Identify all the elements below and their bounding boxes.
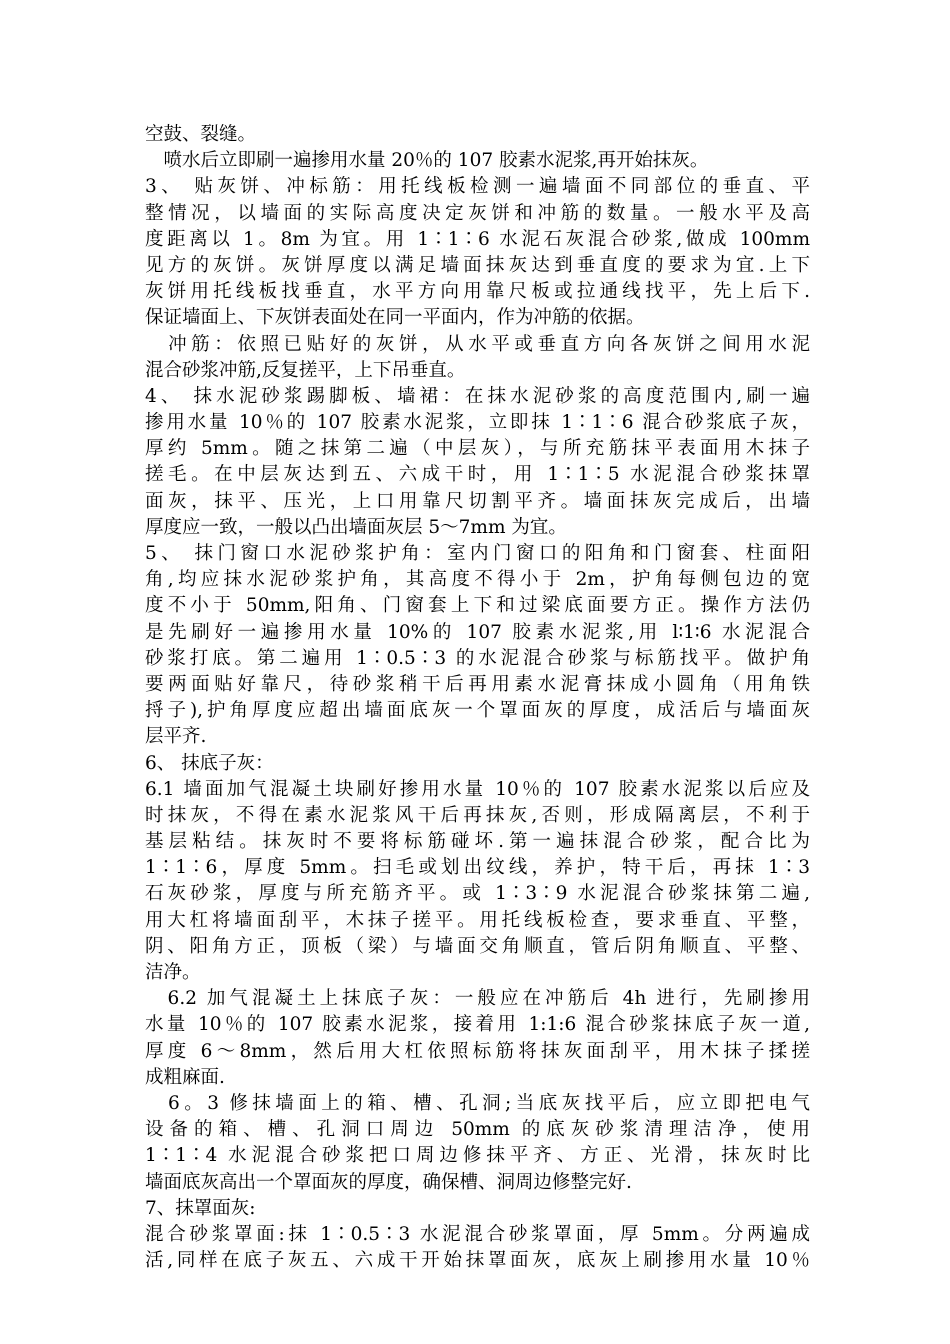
text-line: 搓毛。在中层灰达到五、六成干时，用 1∶1∶5 水泥混合砂浆抹罩 [145, 464, 810, 486]
text-line: 活,同样在底子灰五、六成干开始抹罩面灰，底灰上刷掺用水量 10％ [145, 1250, 810, 1272]
text-line: 冲筋：依照已贴好的灰饼，从水平或垂直方向各灰饼之间用水泥 [145, 333, 810, 355]
text-line: 时抹灰，不得在素水泥浆风干后再抹灰,否则，形成隔离层，不利于 [145, 804, 810, 826]
text-line: 厚度应一致，一般以凸出墙面灰层 5～7mm 为宜。 [145, 516, 567, 538]
text-line: 石灰砂浆，厚度与所充筋齐平。或 1∶3∶9 水泥混合砂浆抹第二遍, [145, 883, 810, 905]
text-line: 1∶1∶4 水泥混合砂浆把口周边修抹平齐、方正、光滑，抹灰时比 [145, 1145, 810, 1167]
text-line: 度不小于 50mm,阳角、门窗套上下和过梁底面要方正。操作方法仍 [145, 595, 810, 617]
text-line: 保证墙面上、下灰饼表面处在同一平面内，作为冲筋的依据。 [145, 307, 645, 329]
text-line: 厚约 5mm。随之抹第二遍（中层灰），与所充筋抹平表面用木抹子 [145, 438, 810, 460]
text-line: 7、抹罩面灰: [145, 1197, 256, 1219]
text-line: 喷水后立即刷一遍掺用水量 20％的 107 胶素水泥浆,再开始抹灰。 [145, 150, 709, 172]
text-line: 见方的灰饼。灰饼厚度以满足墙面抹灰达到垂直度的要求为宜.上下 [145, 254, 810, 276]
text-line: 面灰，抹平、压光，上口用靠尺切割平齐。墙面抹灰完成后，出墙 [145, 490, 810, 512]
text-line: 成粗麻面. [145, 1066, 225, 1088]
text-line: 混合砂浆罩面:抹 1∶0.5∶3 水泥混合砂浆罩面，厚 5mm。分两遍成 [145, 1223, 810, 1245]
text-line: 墙面底灰高出一个罩面灰的厚度，确保槽、洞周边修整完好. [145, 1171, 632, 1193]
text-line: 1∶1∶6，厚度 5mm。扫毛或划出纹线，养护，特干后，再抹 1∶3 [145, 857, 810, 879]
text-line: 6。3 修抹墙面上的箱、槽、孔洞;当底灰找平后，应立即把电气 [145, 1092, 810, 1114]
body-text [145, 122, 810, 1274]
text-line: 层平齐. [145, 726, 207, 748]
text-line: 6.1 墙面加气混凝土块刷好掺用水量 10％的 107 胶素水泥浆以后应及 [145, 778, 810, 800]
text-line: 砂浆打底。第二遍用 1∶0.5∶3 的水泥混合砂浆与标筋找平。做护角 [145, 647, 810, 669]
text-line: 空鼓、裂缝。 [145, 124, 257, 145]
text-line: 3、 贴灰饼、冲标筋：用托线板检测一遍墙面不同部位的垂直、平 [145, 176, 810, 198]
text-line: 掺用水量 10％的 107 胶素水泥浆，立即抹 1∶1∶6 混合砂浆底子灰， [145, 412, 810, 434]
text-line: 4、 抹水泥砂浆踢脚板、墙裙：在抹水泥砂浆的高度范围内,刷一遍 [145, 385, 810, 407]
text-line: 阴、阳角方正，顶板（梁）与墙面交角顺直，管后阴角顺直、平整、 [145, 935, 810, 957]
text-line: 度距离以 1。8m 为宜。用 1∶1∶6 水泥石灰混合砂浆,做成 100mm [145, 228, 810, 250]
text-line: 要两面贴好靠尺，待砂浆稍干后再用素水泥膏抹成小圆角（用角铁 [145, 673, 810, 695]
text-line: 水量 10％的 107 胶素水泥浆，接着用 1:1:6 混合砂浆抹底子灰一道, [145, 1014, 810, 1036]
text-line: 6、 抹底子灰： [145, 752, 274, 774]
text-line: 混合砂浆冲筋,反复搓平，上下吊垂直。 [145, 359, 466, 381]
text-line: 洁净。 [145, 962, 201, 983]
text-line: 角,均应抹水泥砂浆护角，其高度不得小于 2m，护角每侧包边的宽 [145, 569, 810, 591]
text-line: 是先刷好一遍掺用水量 10%的 107 胶素水泥浆,用 l∶1∶6 水泥混合 [145, 621, 810, 643]
text-line: 捋子),护角厚度应超出墙面底灰一个罩面灰的厚度，成活后与墙面灰 [145, 700, 810, 722]
text-line: 5、 抹门窗口水泥砂浆护角：室内门窗口的阳角和门窗套、柱面阳 [145, 543, 810, 564]
text-line: 基层粘结。抹灰时不要将标筋碰坏.第一遍抹混合砂浆，配合比为 [145, 831, 810, 853]
text-line: 设备的箱、槽、孔洞口周边 50mm 的底灰砂浆清理洁净，使用 [145, 1119, 810, 1141]
text-line: 整情况，以墙面的实际高度决定灰饼和冲筋的数量。一般水平及高 [145, 202, 810, 224]
text-line: 用大杠将墙面刮平，木抹子搓平。用托线板检查，要求垂直、平整， [145, 909, 810, 931]
text-line: 6.2 加气混凝土上抹底子灰：一般应在冲筋后 4h 进行，先刷掺用 [145, 988, 810, 1010]
text-line: 厚度 6～8mm，然后用大杠依照标筋将抹灰面刮平，用木抹子揉搓 [145, 1040, 810, 1062]
text-line: 灰饼用托线板找垂直，水平方向用靠尺板或拉通线找平，先上后下. [145, 281, 810, 303]
